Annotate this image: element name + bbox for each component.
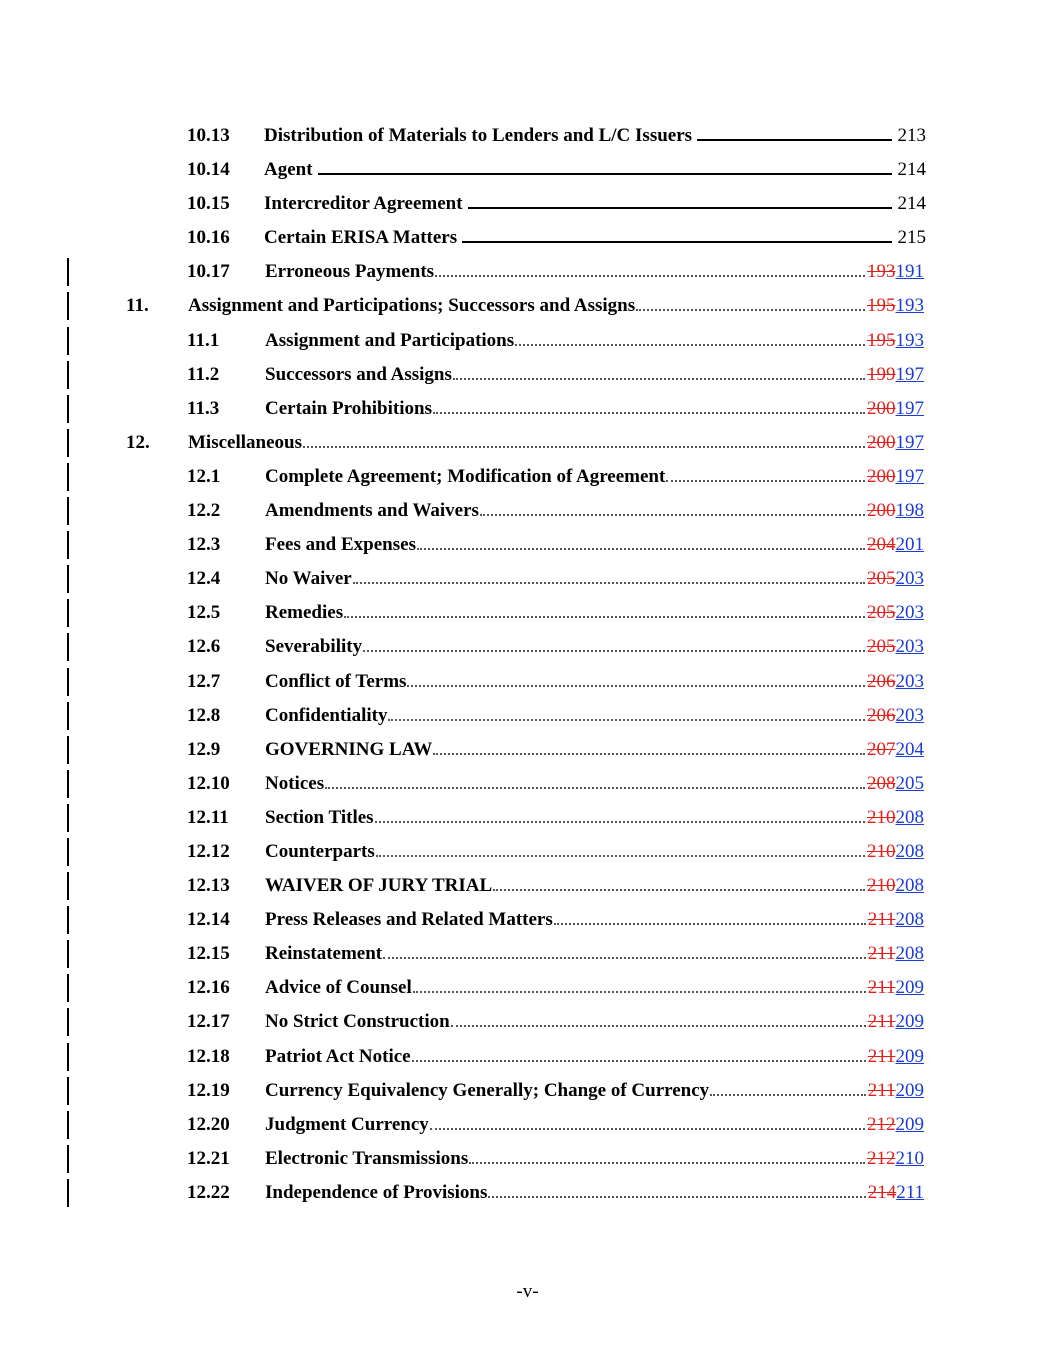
inserted-page-number[interactable]: 197 — [895, 363, 924, 385]
toc-entry-line — [265, 1074, 924, 1108]
dot-leader — [453, 378, 865, 380]
deleted-page-number: 200 — [867, 397, 896, 419]
toc-entry-title[interactable]: Agent — [264, 159, 313, 181]
toc-subsection-row[interactable] — [0, 903, 1055, 937]
toc-subsection-row[interactable] — [0, 1074, 1055, 1108]
toc-section-row[interactable] — [0, 289, 1055, 323]
toc-entry-title[interactable]: Independence of Provisions — [265, 1181, 488, 1203]
toc-page-number[interactable] — [867, 1142, 924, 1176]
deleted-page-number: 195 — [867, 329, 896, 351]
toc-page-number[interactable] — [868, 1040, 924, 1074]
toc-entry-number: 11.2 — [187, 363, 220, 385]
toc-page-number[interactable] — [867, 801, 924, 835]
deleted-page-number: 205 — [867, 636, 896, 658]
dot-leader — [325, 787, 865, 789]
inserted-page-number[interactable]: 211 — [896, 1181, 924, 1203]
toc-subsection-row[interactable] — [0, 119, 1055, 153]
change-bar — [67, 429, 69, 457]
dot-leader — [388, 719, 865, 721]
toc-entry-line — [265, 255, 924, 289]
toc-entry-title[interactable]: WAIVER OF JURY TRIAL — [265, 875, 493, 897]
toc-page-number[interactable] — [867, 699, 924, 733]
inserted-page-number[interactable]: 203 — [895, 704, 924, 726]
toc-entry-number: 12.9 — [187, 738, 221, 760]
toc-entry-title[interactable]: Assignment and Participations — [265, 329, 515, 351]
toc-page-number[interactable] — [868, 1074, 924, 1108]
toc-subsection-row[interactable] — [0, 528, 1055, 562]
toc-page-number[interactable]: 214 — [897, 159, 926, 181]
toc-entry-number: 12.4 — [187, 568, 221, 590]
toc-page-number[interactable] — [867, 426, 924, 460]
toc-entry-number: 10.15 — [187, 193, 230, 215]
toc-entry-line — [265, 699, 924, 733]
change-bar — [67, 565, 69, 593]
deleted-page-number: 207 — [867, 738, 896, 760]
toc-page-number[interactable] — [867, 289, 924, 323]
toc-subsection-row[interactable] — [0, 255, 1055, 289]
change-bar — [67, 940, 69, 968]
toc-entry-title[interactable]: Advice of Counsel — [265, 977, 412, 999]
change-bar — [67, 872, 69, 900]
deleted-page-number: 211 — [867, 977, 896, 999]
toc-page-number[interactable] — [868, 903, 924, 937]
inserted-page-number[interactable]: 197 — [895, 431, 924, 453]
table-of-contents — [0, 119, 1055, 1210]
toc-page-number[interactable] — [867, 255, 924, 289]
change-bar — [67, 258, 69, 286]
toc-entry-line — [265, 1176, 924, 1210]
toc-entry-line — [265, 392, 924, 426]
toc-entry-line — [265, 324, 924, 358]
toc-entry-title[interactable]: Severability — [265, 636, 363, 658]
inserted-page-number[interactable]: 209 — [895, 1113, 924, 1135]
toc-entry-number: 12.6 — [187, 636, 221, 658]
dot-leader — [515, 344, 865, 346]
toc-page-number[interactable] — [867, 460, 924, 494]
inserted-page-number[interactable]: 203 — [895, 568, 924, 590]
deleted-page-number: 210 — [867, 806, 896, 828]
toc-entry-line — [265, 528, 924, 562]
toc-entry-line — [264, 153, 926, 187]
toc-subsection-row[interactable] — [0, 1108, 1055, 1142]
dot-leader — [412, 1060, 866, 1062]
toc-entry-line — [265, 971, 924, 1005]
toc-entry-title[interactable]: Currency Equivalency Generally; Change of Currency — [265, 1079, 710, 1101]
toc-entry-title[interactable]: Complete Agreement; Modification of Agreement — [265, 465, 666, 487]
dot-leader — [407, 685, 865, 687]
inserted-page-number[interactable]: 209 — [895, 1011, 924, 1033]
toc-entry-number: 12. — [126, 431, 150, 453]
toc-entry-number: 12.15 — [187, 943, 230, 965]
toc-entry-number: 10.13 — [187, 125, 230, 146]
toc-subsection-row[interactable] — [0, 1176, 1055, 1210]
change-bar — [67, 633, 69, 661]
change-bar — [67, 736, 69, 764]
toc-entry-number: 12.1 — [187, 465, 221, 487]
underline-leader — [468, 207, 892, 209]
toc-entry-line — [264, 187, 926, 221]
toc-entry-number: 12.7 — [187, 670, 221, 692]
inserted-page-number[interactable]: 203 — [895, 670, 924, 692]
dot-leader — [433, 753, 865, 755]
dot-leader — [344, 616, 865, 618]
toc-entry-title[interactable]: Electronic Transmissions — [265, 1147, 469, 1169]
toc-subsection-row[interactable] — [0, 630, 1055, 664]
change-bar — [67, 804, 69, 832]
toc-entry-title[interactable]: Fees and Expenses — [265, 534, 416, 556]
underline-leader — [697, 139, 891, 141]
toc-entry-title[interactable]: Certain ERISA Matters — [264, 227, 458, 249]
toc-entry-line — [188, 426, 924, 460]
inserted-page-number[interactable]: 205 — [895, 772, 924, 794]
deleted-page-number: 211 — [867, 909, 896, 931]
toc-page-number[interactable]: 215 — [897, 227, 926, 249]
toc-page-number[interactable] — [867, 562, 924, 596]
toc-entry-number: 11.3 — [187, 397, 220, 419]
toc-entry-number: 12.19 — [187, 1079, 230, 1101]
toc-entry-line — [265, 835, 924, 869]
inserted-page-number[interactable]: 203 — [895, 602, 924, 624]
toc-page-number[interactable] — [867, 869, 924, 903]
toc-entry-number: 12.5 — [187, 602, 221, 624]
toc-entry-title[interactable]: Section Titles — [265, 806, 374, 828]
inserted-page-number[interactable]: 209 — [895, 977, 924, 999]
toc-page-number[interactable] — [867, 392, 924, 426]
toc-entry-title[interactable]: Judgment Currency — [265, 1113, 429, 1135]
dot-leader — [413, 991, 866, 993]
toc-entry-title[interactable]: Notices — [265, 772, 325, 794]
change-bar — [67, 531, 69, 559]
dot-leader — [430, 1128, 865, 1130]
toc-entry-line — [265, 903, 924, 937]
toc-entry-line — [265, 801, 924, 835]
change-bar — [67, 327, 69, 355]
toc-entry-number: 12.12 — [187, 840, 230, 862]
toc-entry-line — [265, 733, 924, 767]
toc-page-number[interactable] — [867, 596, 924, 630]
dot-leader — [417, 548, 865, 550]
toc-subsection-row[interactable] — [0, 460, 1055, 494]
toc-entry-number: 12.13 — [187, 875, 230, 897]
toc-subsection-row[interactable] — [0, 1142, 1055, 1176]
toc-entry-title[interactable]: Assignment and Participations; Successors and Assigns — [188, 295, 636, 317]
toc-subsection-row[interactable] — [0, 221, 1055, 255]
toc-page-number[interactable] — [867, 528, 924, 562]
dot-leader — [666, 480, 865, 482]
toc-page-number[interactable] — [868, 971, 924, 1005]
toc-subsection-row[interactable] — [0, 665, 1055, 699]
change-bar — [67, 668, 69, 696]
toc-entry-line — [265, 358, 924, 392]
toc-entry-title[interactable]: Remedies — [265, 602, 344, 624]
toc-entry-title[interactable]: Reinstatement — [265, 943, 383, 965]
inserted-page-number[interactable]: 208 — [895, 943, 924, 965]
dot-leader — [636, 309, 865, 311]
toc-entry-line — [265, 1142, 924, 1176]
toc-entry-title[interactable]: Miscellaneous — [188, 431, 302, 453]
toc-entry-number: 11. — [126, 295, 149, 317]
change-bar — [67, 1008, 69, 1036]
toc-entry-number: 12.3 — [187, 534, 221, 556]
dot-leader — [435, 275, 865, 277]
toc-entry-line — [265, 596, 924, 630]
toc-entry-title[interactable]: Press Releases and Related Matters — [265, 909, 553, 931]
toc-entry-line — [265, 767, 924, 801]
toc-page-number[interactable] — [868, 1176, 924, 1210]
toc-subsection-row[interactable] — [0, 801, 1055, 835]
dot-leader — [353, 582, 865, 584]
toc-entry-line — [265, 562, 924, 596]
change-bar — [67, 1077, 69, 1105]
toc-entry-number: 12.8 — [187, 704, 221, 726]
deleted-page-number: 205 — [867, 568, 896, 590]
inserted-page-number[interactable]: 208 — [895, 875, 924, 897]
toc-entry-number: 12.21 — [187, 1147, 230, 1169]
toc-page-number[interactable] — [868, 937, 924, 971]
toc-entry-title[interactable]: No Strict Construction — [265, 1011, 450, 1033]
toc-page-number[interactable] — [867, 1108, 924, 1142]
underline-leader — [318, 173, 892, 175]
dot-leader — [480, 514, 865, 516]
dot-leader — [375, 821, 865, 823]
toc-subsection-row[interactable] — [0, 392, 1055, 426]
toc-entry-title[interactable]: Distribution of Materials to Lenders and L/C Issuers — [264, 125, 693, 146]
deleted-page-number: 199 — [867, 363, 896, 385]
toc-page-number[interactable]: 214 — [897, 193, 926, 215]
toc-entry-line — [265, 1108, 924, 1142]
toc-entry-line — [265, 937, 924, 971]
toc-entry-line — [265, 1005, 924, 1039]
toc-page-number[interactable] — [867, 835, 924, 869]
toc-entry-title[interactable]: GOVERNING LAW — [265, 738, 433, 760]
inserted-page-number[interactable]: 208 — [895, 840, 924, 862]
toc-subsection-row[interactable] — [0, 1040, 1055, 1074]
toc-entry-line — [265, 494, 924, 528]
toc-entry-number: 12.2 — [187, 500, 221, 522]
toc-entry-number: 12.16 — [187, 977, 230, 999]
toc-page-number[interactable] — [868, 1005, 924, 1039]
toc-entry-number: 10.16 — [187, 227, 230, 249]
inserted-page-number[interactable]: 210 — [895, 1147, 924, 1169]
toc-entry-title[interactable]: No Waiver — [265, 568, 352, 590]
deleted-page-number: 210 — [867, 840, 896, 862]
inserted-page-number[interactable]: 197 — [895, 397, 924, 419]
change-bar — [67, 1145, 69, 1173]
deleted-page-number: 200 — [867, 465, 896, 487]
dot-leader — [363, 650, 865, 652]
deleted-page-number: 200 — [867, 431, 896, 453]
dot-leader — [383, 957, 866, 959]
inserted-page-number[interactable]: 203 — [895, 636, 924, 658]
dot-leader — [433, 412, 865, 414]
toc-subsection-row[interactable] — [0, 733, 1055, 767]
dot-leader — [376, 855, 865, 857]
toc-subsection-row[interactable] — [0, 153, 1055, 187]
page-number-footer: -v- — [516, 1281, 539, 1302]
inserted-page-number[interactable]: 209 — [895, 1045, 924, 1067]
change-bar — [67, 770, 69, 798]
change-bar — [67, 292, 69, 320]
inserted-page-number[interactable]: 209 — [895, 1079, 924, 1101]
toc-subsection-row[interactable] — [0, 596, 1055, 630]
inserted-page-number[interactable]: 193 — [895, 329, 924, 351]
toc-entry-title[interactable]: Intercreditor Agreement — [264, 193, 463, 215]
dot-leader — [710, 1094, 866, 1096]
toc-page-number[interactable] — [867, 767, 924, 801]
toc-entry-number: 10.17 — [187, 261, 230, 283]
deleted-page-number: 195 — [867, 295, 896, 317]
deleted-page-number: 206 — [867, 704, 896, 726]
toc-entry-number: 10.14 — [187, 159, 230, 181]
toc-entry-title[interactable]: Counterparts — [265, 840, 375, 862]
toc-entry-number: 12.17 — [187, 1011, 230, 1033]
deleted-page-number: 206 — [867, 670, 896, 692]
deleted-page-number: 200 — [867, 500, 896, 522]
toc-entry-title[interactable]: Confidentiality — [265, 704, 388, 726]
toc-page-number[interactable] — [867, 358, 924, 392]
toc-subsection-row[interactable] — [0, 562, 1055, 596]
dot-leader — [469, 1162, 865, 1164]
deleted-page-number: 211 — [867, 943, 896, 965]
toc-subsection-row[interactable] — [0, 1005, 1055, 1039]
toc-entry-line — [264, 221, 926, 255]
change-bar — [67, 1043, 69, 1071]
toc-entry-line — [265, 869, 924, 903]
toc-subsection-row[interactable] — [0, 937, 1055, 971]
inserted-page-number[interactable]: 193 — [895, 295, 924, 317]
dot-leader — [488, 1196, 865, 1198]
toc-entry-number: 12.20 — [187, 1113, 230, 1135]
change-bar — [67, 838, 69, 866]
toc-entry-number: 12.22 — [187, 1181, 230, 1203]
deleted-page-number: 208 — [867, 772, 896, 794]
inserted-page-number[interactable]: 208 — [895, 806, 924, 828]
change-bar — [67, 463, 69, 491]
toc-entry-number: 12.18 — [187, 1045, 230, 1067]
toc-entry-line — [188, 289, 924, 323]
deleted-page-number: 211 — [867, 1079, 896, 1101]
toc-subsection-row[interactable] — [0, 835, 1055, 869]
inserted-page-number[interactable]: 204 — [895, 738, 924, 760]
toc-subsection-row[interactable] — [0, 187, 1055, 221]
inserted-page-number[interactable]: 208 — [895, 909, 924, 931]
toc-entry-title[interactable]: Successors and Assigns — [265, 363, 452, 385]
toc-page-number[interactable] — [867, 630, 924, 664]
change-bar — [67, 497, 69, 525]
toc-entry-line — [265, 460, 924, 494]
toc-entry-line — [264, 119, 926, 153]
change-bar — [67, 1111, 69, 1139]
toc-page-number[interactable] — [867, 324, 924, 358]
toc-subsection-row[interactable] — [0, 324, 1055, 358]
inserted-page-number[interactable]: 198 — [895, 500, 924, 522]
toc-entry-number: 11.1 — [187, 329, 220, 351]
toc-entry-title[interactable]: Certain Prohibitions — [265, 397, 432, 419]
toc-subsection-row[interactable] — [0, 699, 1055, 733]
toc-entry-title[interactable]: Amendments and Waivers — [265, 500, 479, 522]
toc-entry-title[interactable]: Conflict of Terms — [265, 670, 407, 692]
deleted-page-number: 212 — [867, 1147, 896, 1169]
toc-section-row[interactable] — [0, 426, 1055, 460]
dot-leader — [554, 923, 866, 925]
toc-entry-number: 12.14 — [187, 909, 230, 931]
toc-page-number[interactable] — [867, 733, 924, 767]
deleted-page-number: 205 — [867, 602, 896, 624]
change-bar — [67, 974, 69, 1002]
deleted-page-number: 210 — [867, 875, 896, 897]
change-bar — [67, 702, 69, 730]
toc-entry-line — [265, 1040, 924, 1074]
inserted-page-number[interactable]: 201 — [895, 534, 924, 556]
toc-entry-line — [265, 665, 924, 699]
inserted-page-number[interactable]: 191 — [895, 261, 924, 283]
change-bar — [67, 395, 69, 423]
toc-entry-title[interactable]: Patriot Act Notice — [265, 1045, 411, 1067]
deleted-page-number: 211 — [867, 1045, 896, 1067]
toc-entry-number: 12.11 — [187, 806, 229, 828]
toc-subsection-row[interactable] — [0, 494, 1055, 528]
toc-page-number[interactable]: 213 — [897, 125, 926, 146]
change-bar — [67, 361, 69, 389]
toc-page-number[interactable] — [867, 494, 924, 528]
deleted-page-number: 204 — [867, 534, 896, 556]
toc-entry-title[interactable]: Erroneous Payments — [265, 261, 435, 283]
underline-leader — [462, 241, 891, 243]
toc-entry-number: 12.10 — [187, 772, 230, 794]
toc-subsection-row[interactable] — [0, 358, 1055, 392]
deleted-page-number: 193 — [867, 261, 896, 283]
deleted-page-number: 214 — [867, 1181, 897, 1203]
change-bar — [67, 906, 69, 934]
deleted-page-number: 212 — [867, 1113, 896, 1135]
inserted-page-number[interactable]: 197 — [895, 465, 924, 487]
toc-entry-line — [265, 630, 924, 664]
change-bar — [67, 599, 69, 627]
toc-page-number[interactable] — [867, 665, 924, 699]
dot-leader — [303, 446, 865, 448]
toc-subsection-row[interactable] — [0, 869, 1055, 903]
toc-subsection-row[interactable] — [0, 971, 1055, 1005]
toc-subsection-row[interactable] — [0, 767, 1055, 801]
deleted-page-number: 211 — [867, 1011, 896, 1033]
change-bar — [67, 1179, 69, 1207]
dot-leader — [451, 1025, 866, 1027]
dot-leader — [493, 889, 865, 891]
